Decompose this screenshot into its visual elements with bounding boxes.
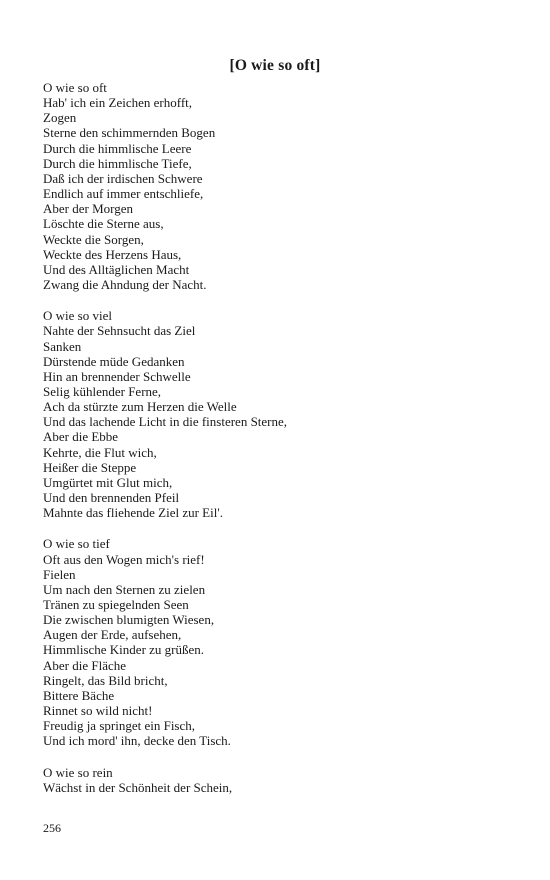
page-number: 256 xyxy=(43,821,61,835)
poem-line: Weckte des Herzens Haus, xyxy=(43,246,182,262)
poem-line: Sterne den schimmernden Bogen xyxy=(43,125,216,141)
poem-line: Oft aus den Wogen mich's rief! xyxy=(43,551,205,567)
poem-line: Nahte der Sehnsucht das Ziel xyxy=(43,323,196,339)
poem-line: Dürstende müde Gedanken xyxy=(43,353,185,369)
poem-line: Daß ich der irdischen Schwere xyxy=(43,170,203,186)
poem-line: O wie so rein xyxy=(43,764,113,780)
stanza xyxy=(43,765,523,795)
poem-line: Ringelt, das Bild bricht, xyxy=(43,672,168,688)
poem-line: Zogen xyxy=(43,110,77,126)
poem-line: Und das lachende Licht in die finsteren Sterne, xyxy=(43,414,288,430)
poem-line: Freudig ja springet ein Fisch, xyxy=(43,718,196,734)
poem-line: Fielen xyxy=(43,566,76,582)
poem-line: Rinnet so wild nicht! xyxy=(43,703,153,719)
poem-line: Selig kühlender Ferne, xyxy=(43,383,162,399)
poem-line: Aber der Morgen xyxy=(43,201,134,217)
poem-line: Weckte die Sorgen, xyxy=(43,231,144,247)
stanza xyxy=(43,80,523,292)
poem-line: Durch die himmlische Tiefe, xyxy=(43,155,192,171)
poem-line: Mahnte das fliehende Ziel zur Eil'. xyxy=(43,505,223,521)
poem-line: Augen der Erde, aufsehen, xyxy=(43,627,182,643)
poem-line: Himmlische Kinder zu grüßen. xyxy=(43,642,205,658)
poem-line: Wächst in der Schönheit der Schein, xyxy=(43,779,233,795)
poem-line: Aber die Fläche xyxy=(43,657,127,673)
poem-line: Um nach den Sternen zu zielen xyxy=(43,581,206,597)
poem-line: Ach da stürzte zum Herzen die Welle xyxy=(43,399,237,415)
poem-line: Und des Alltäglichen Macht xyxy=(43,261,190,277)
poem-line: Durch die himmlische Leere xyxy=(43,140,192,156)
stanza xyxy=(43,308,523,520)
poem-line: Löschte die Sterne aus, xyxy=(43,216,164,232)
poem-line: Sanken xyxy=(43,338,82,354)
poem-line: Bittere Bäche xyxy=(43,687,115,703)
poem-line: O wie so viel xyxy=(43,308,112,324)
poem-line: Endlich auf immer entschliefe, xyxy=(43,186,204,202)
poem-line: Zwang die Ahndung der Nacht. xyxy=(43,277,207,293)
poem-line: Hab' ich ein Zeichen erhofft, xyxy=(43,95,193,111)
poem-body xyxy=(43,80,523,811)
poem-line: Und den brennenden Pfeil xyxy=(43,490,180,506)
poem-line: Tränen zu spiegelnden Seen xyxy=(43,597,189,612)
poem-line: O wie so tief xyxy=(43,536,110,552)
poem-line: Heißer die Steppe xyxy=(43,459,137,475)
poem-line: Und ich mord' ihn, decke den Tisch. xyxy=(43,733,231,749)
poem-line: Die zwischen blumigten Wiesen, xyxy=(43,612,215,628)
poem-line: Hin an brennender Schwelle xyxy=(43,368,191,384)
stanza xyxy=(43,536,523,748)
poem-line: O wie so oft xyxy=(43,80,107,95)
poem-line: Aber die Ebbe xyxy=(43,429,119,445)
poem-line: Kehrte, die Flut wich, xyxy=(43,444,157,460)
poem-line: Umgürtet mit Glut mich, xyxy=(43,474,173,490)
poem-title: [O wie so oft] xyxy=(229,57,321,74)
